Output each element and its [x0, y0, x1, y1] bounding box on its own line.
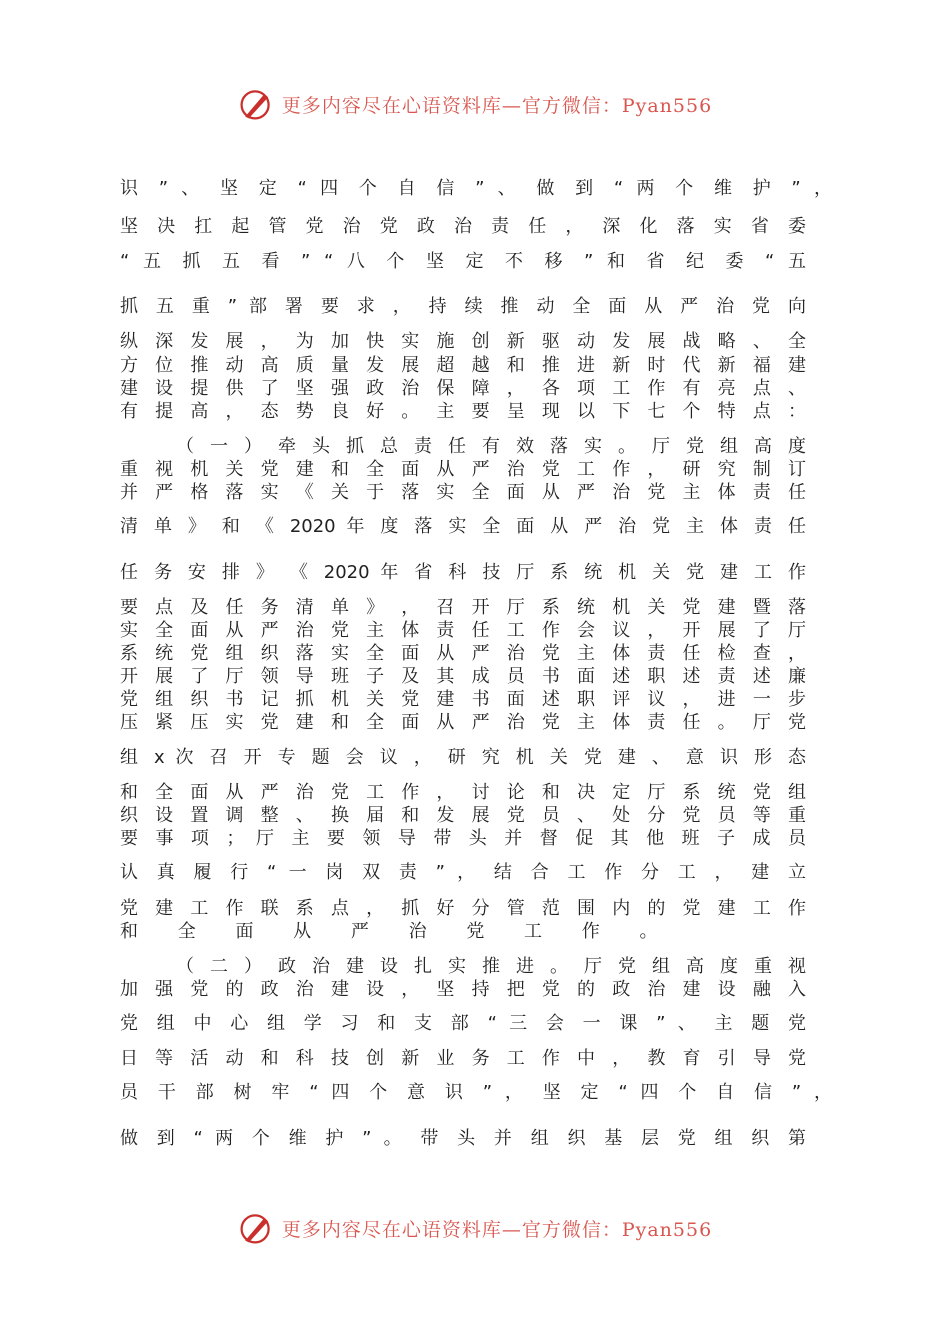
body-line: 党 组 织 书 记 抓 机 关 党 建 书 面 述 职 评 议 ， 进 一 步	[120, 689, 806, 710]
body-line: “ 五 抓 五 看 ” “ 八 个 坚 定 不 移 ” 和 省 纪 委 “ 五	[120, 251, 806, 272]
pen-logo-icon	[238, 86, 274, 122]
body-line: 要 点 及 任 务 清 单 》 ， 召 开 厅 系 统 机 关 党 建 暨 落	[120, 597, 806, 618]
body-line: 和 全 面 从 严 治 党 工 作 ， 讨 论 和 决 定 厅 系 统 党 组	[120, 782, 806, 803]
body-line: 系 统 党 组 织 落 实 全 面 从 严 治 党 主 体 责 任 检 查 ，	[120, 643, 806, 664]
pen-logo-icon	[238, 1210, 274, 1246]
footer-watermark-text: 更多内容尽在心语资料库—官方微信：Pyan556	[281, 1218, 713, 1241]
body-line: 并 严 格 落 实 《 关 于 落 实 全 面 从 严 治 党 主 体 责 任	[120, 482, 806, 503]
body-line: 组 x 次 召 开 专 题 会 议 ， 研 究 机 关 党 建 、 意 识 形 态	[120, 747, 806, 768]
body-line: 日 等 活 动 和 科 技 创 新 业 务 工 作 中 ， 教 育 引 导 党	[120, 1048, 806, 1069]
body-line: 抓 五 重 ” 部 署 要 求 ， 持 续 推 动 全 面 从 严 治 党 向	[120, 296, 806, 317]
body-line: 党 建 工 作 联 系 点 ， 抓 好 分 管 范 围 内 的 党 建 工 作	[120, 898, 806, 919]
section-two-heading: （ 二 ） 政 治 建 设 扎 实 推 进 。 厅 党 组 高 度 重 视	[176, 956, 806, 977]
body-line: 员 干 部 树 牢 “ 四 个 意 识 ” ， 坚 定 “ 四 个 自 信 ” ，	[120, 1082, 832, 1103]
body-line: 坚 决 扛 起 管 党 治 党 政 治 责 任 ， 深 化 落 实 省 委	[120, 216, 806, 237]
header-watermark-text: 更多内容尽在心语资料库—官方微信：Pyan556	[281, 94, 713, 117]
body-line: 任 务 安 排 》 《 2020 年 省 科 技 厅 系 统 机 关 党 建 工 作	[120, 562, 806, 583]
body-line: 要 事 项 ； 厅 主 要 领 导 带 头 并 督 促 其 他 班 子 成 员	[120, 828, 806, 849]
body-line: 清 单 》 和 《 2020 年 度 落 实 全 面 从 严 治 党 主 体 责 任	[120, 516, 806, 537]
body-line: 认 真 履 行 “ 一 岗 双 责 ” ， 结 合 工 作 分 工 ， 建 立	[120, 862, 806, 883]
body-line: 压 紧 压 实 党 建 和 全 面 从 严 治 党 主 体 责 任 。 厅 党	[120, 712, 806, 733]
body-line: 有 提 高 ， 态 势 良 好 。 主 要 呈 现 以 下 七 个 特 点 ：	[120, 401, 806, 422]
body-line: 和 全 面 从 严 治 党 工 作 。	[120, 921, 675, 942]
body-line: 加 强 党 的 政 治 建 设 ， 坚 持 把 党 的 政 治 建 设 融 入	[120, 979, 806, 1000]
body-line: 纵 深 发 展 ， 为 加 快 实 施 创 新 驱 动 发 展 战 略 、 全	[120, 331, 806, 352]
body-line: 建 设 提 供 了 坚 强 政 治 保 障 ， 各 项 工 作 有 亮 点 、	[120, 378, 806, 399]
body-line: 方 位 推 动 高 质 量 发 展 超 越 和 推 进 新 时 代 新 福 建	[120, 355, 806, 376]
header-watermark	[0, 86, 950, 122]
body-line: 党 组 中 心 组 学 习 和 支 部 “ 三 会 一 课 ” 、 主 题 党	[120, 1013, 806, 1034]
body-line: 开 展 了 厅 领 导 班 子 及 其 成 员 书 面 述 职 述 责 述 廉	[120, 666, 806, 687]
footer-watermark	[0, 1210, 950, 1246]
section-one-heading: （ 一 ） 牵 头 抓 总 责 任 有 效 落 实 。 厅 党 组 高 度	[176, 436, 806, 457]
body-line: 做 到 “ 两 个 维 护 ” 。 带 头 并 组 织 基 层 党 组 织 第	[120, 1128, 806, 1149]
body-line: 识 ” 、 坚 定 “ 四 个 自 信 ” 、 做 到 “ 两 个 维 护 ” ，	[120, 178, 832, 199]
body-line: 织 设 置 调 整 、 换 届 和 发 展 党 员 、 处 分 党 员 等 重	[120, 805, 806, 826]
body-line: 实 全 面 从 严 治 党 主 体 责 任 工 作 会 议 ， 开 展 了 厅	[120, 620, 806, 641]
body-line: 重 视 机 关 党 建 和 全 面 从 严 治 党 工 作 ， 研 究 制 订	[120, 459, 806, 480]
